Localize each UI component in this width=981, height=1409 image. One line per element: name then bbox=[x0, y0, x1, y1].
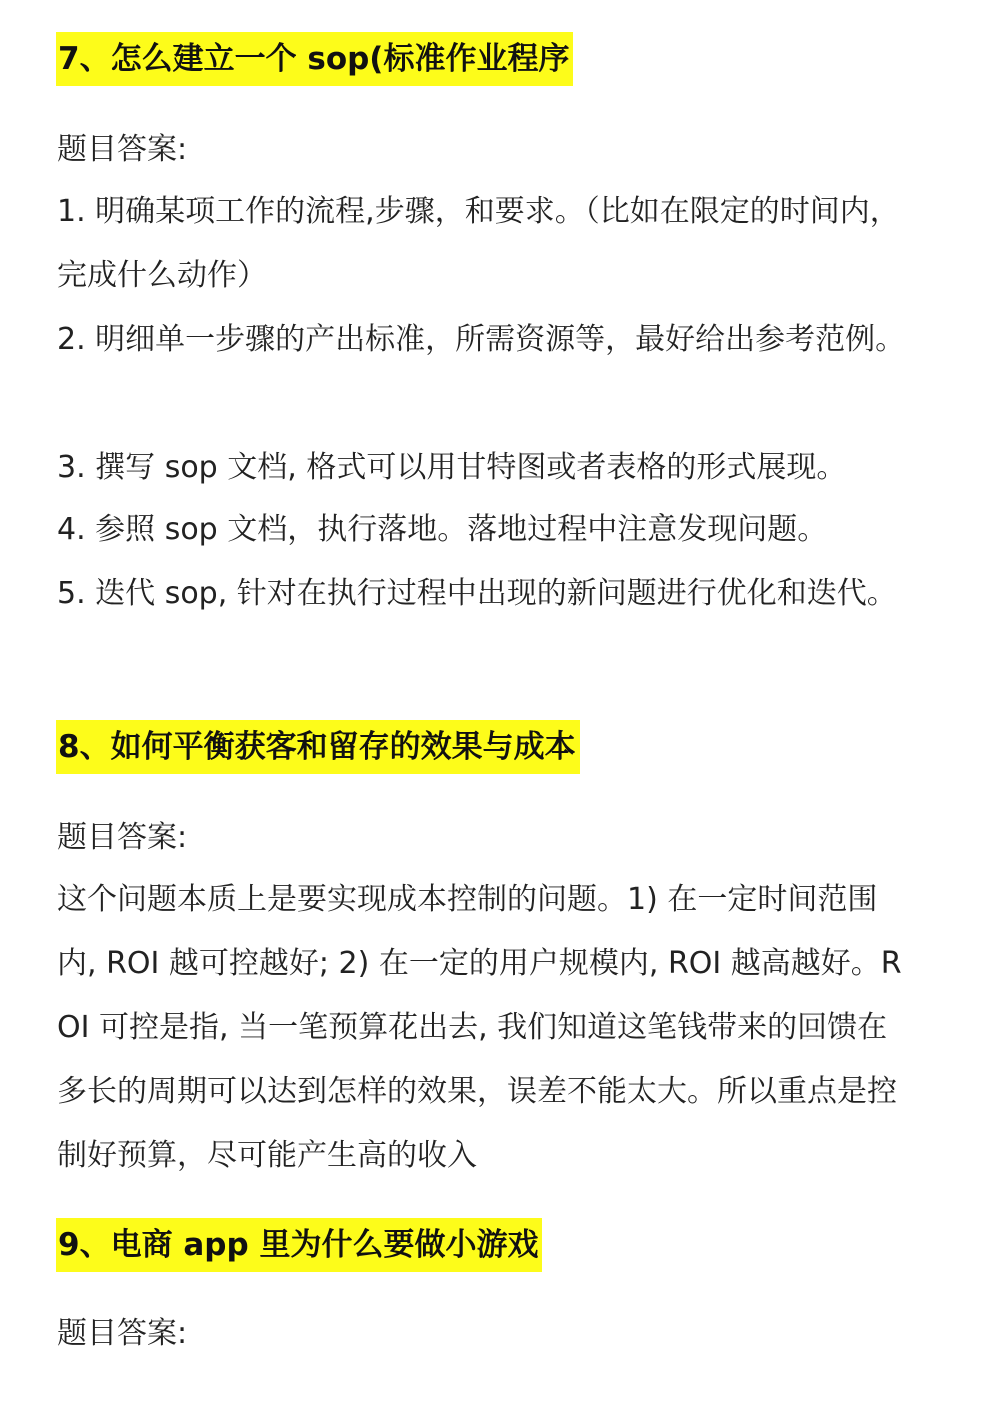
section-7-answer-label: 题目答案: bbox=[57, 132, 188, 167]
section-7-item-2: 2. 明细单一步骤的产出标准，所需资源等，最好给出参考范例。 bbox=[57, 322, 906, 357]
section-9-heading: 9、电商 app 里为什么要做小游戏 bbox=[56, 1218, 542, 1272]
section-7-item-3: 3. 撰写 sop 文档, 格式可以用甘特图或者表格的形式展现。 bbox=[57, 450, 847, 485]
section-8-heading: 8、如何平衡获客和留存的效果与成本 bbox=[56, 720, 580, 774]
section-7-item-1: 1. 明确某项工作的流程,步骤，和要求。（比如在限定的时间内，完成什么动作） bbox=[57, 194, 900, 293]
section-8-answer-label: 题目答案: bbox=[57, 820, 188, 855]
section-8-body: 这个问题本质上是要实现成本控制的问题。1) 在一定时间范围内, ROI 越可控越好; 2) 在一定的用户规模内, ROI 越高越好。ROI 可控是指, 当一笔预算花出去, 我们知道这笔钱带来的回馈在多长的周期可以达到怎样的效果，误差不能太大。所以重点是控制好预算，尽可能产生高的收入 bbox=[57, 882, 902, 1173]
section-7-item-5: 5. 迭代 sop, 针对在执行过程中出现的新问题进行优化和迭代。 bbox=[57, 576, 897, 611]
section-7-item-4: 4. 参照 sop 文档，执行落地。落地过程中注意发现问题。 bbox=[57, 512, 828, 547]
section-9-answer-label: 题目答案: bbox=[57, 1316, 188, 1351]
section-7-heading: 7、怎么建立一个 sop(标准作业程序 bbox=[56, 32, 573, 86]
